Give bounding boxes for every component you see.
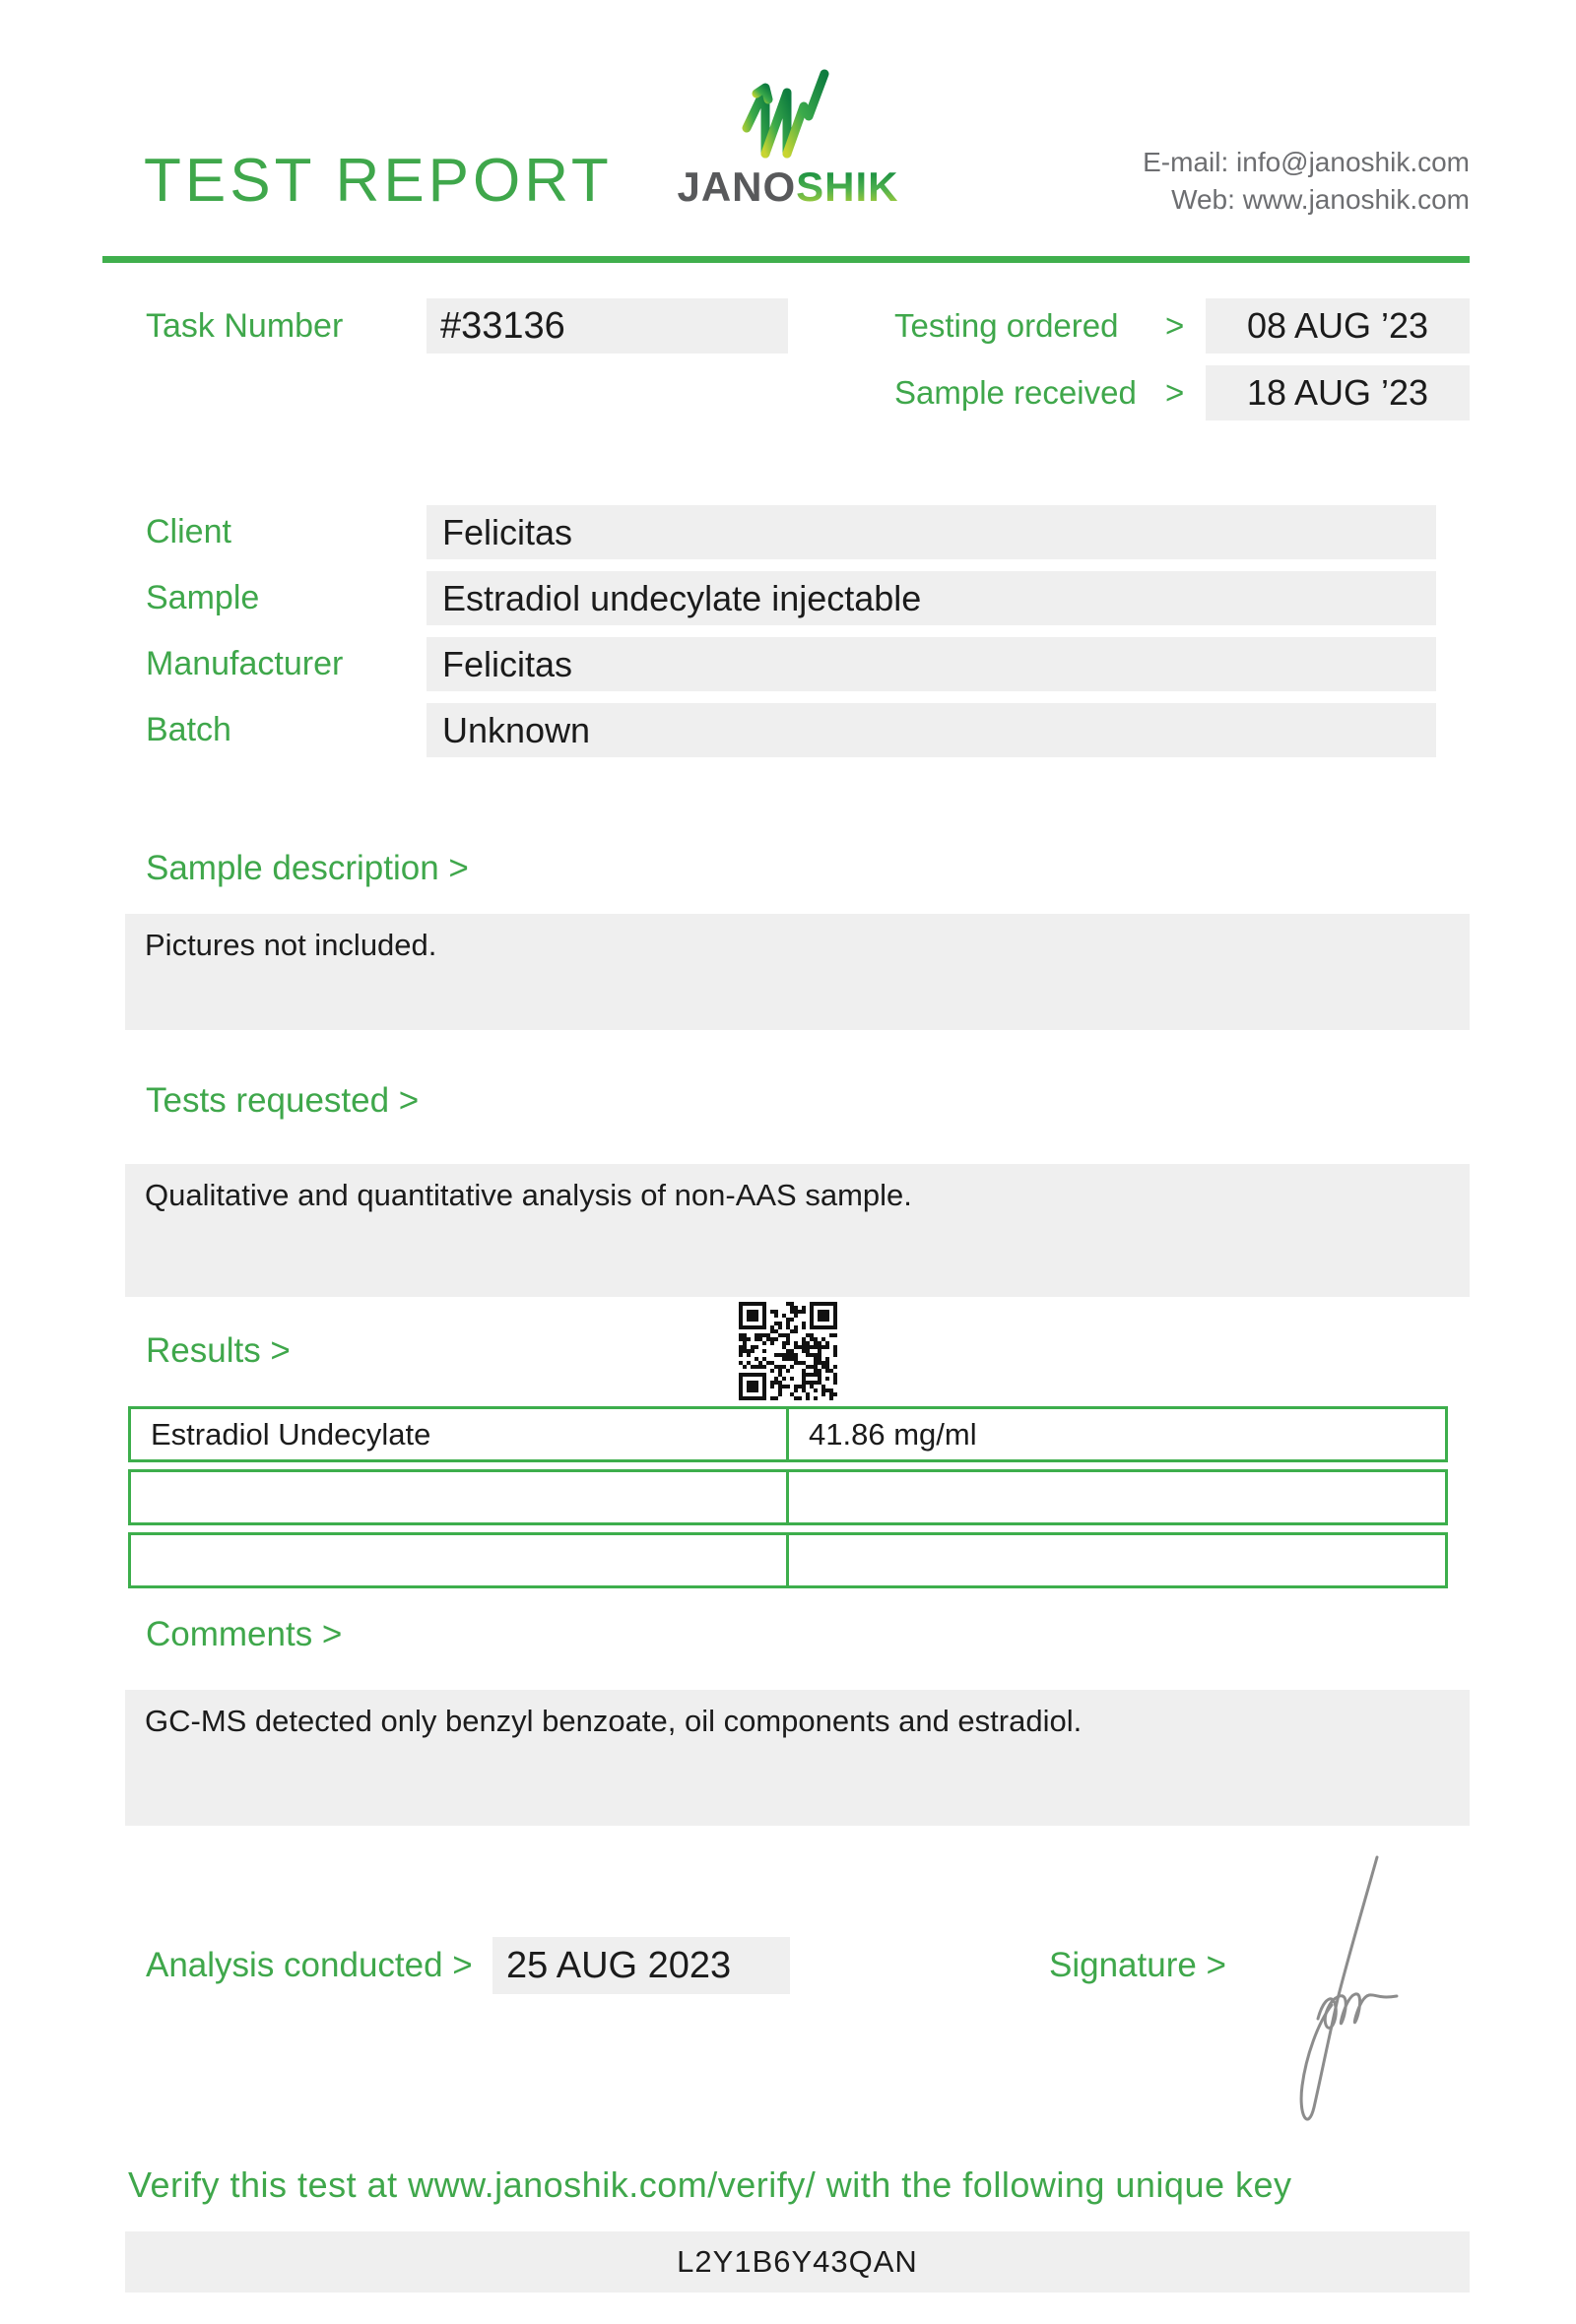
manufacturer-value: Felicitas <box>442 643 573 684</box>
logo-chart-icon <box>739 67 837 161</box>
verify-key: L2Y1B6Y43QAN <box>677 2244 918 2279</box>
analysis-conducted-label: Analysis conducted > <box>146 1946 473 1984</box>
manufacturer-box <box>427 637 1436 691</box>
tests-requested-box <box>125 1164 1470 1297</box>
sample-description-text: Pictures not included. <box>145 928 437 962</box>
manufacturer-label: Manufacturer <box>146 645 344 682</box>
table-row <box>128 1469 1448 1525</box>
comments-heading: Comments > <box>146 1615 343 1653</box>
sample-value: Estradiol undecylate injectable <box>442 577 922 618</box>
verify-key-box <box>125 2231 1470 2292</box>
contact-web: Web: www.janoshik.com <box>1171 184 1470 215</box>
logo-word-gray: JANO <box>677 163 797 210</box>
verify-instruction: Verify this test at www.janoshik.com/verify/ with the following unique key <box>128 2164 1292 2205</box>
batch-label: Batch <box>146 711 231 748</box>
testing-ordered-label: Testing ordered <box>894 307 1119 344</box>
result-cell <box>789 1472 1445 1522</box>
comments-box <box>125 1690 1470 1826</box>
contact-info <box>1143 144 1470 219</box>
table-row <box>128 1532 1448 1588</box>
header-divider <box>102 256 1470 263</box>
task-number-box <box>427 298 788 354</box>
analyte-cell <box>131 1535 789 1585</box>
result-cell: 41.86 mg/ml <box>809 1416 977 1452</box>
results-heading: Results > <box>146 1331 291 1370</box>
sample-received-arrow: > <box>1165 374 1185 411</box>
tests-requested-heading: Tests requested > <box>146 1081 420 1120</box>
sample-box <box>427 571 1436 625</box>
contact-email: E-mail: info@janoshik.com <box>1143 147 1470 177</box>
sample-description-box <box>125 914 1470 1030</box>
tests-requested-text: Qualitative and quantitative analysis of non-AAS sample. <box>145 1178 912 1212</box>
analysis-date-box <box>492 1937 790 1994</box>
sample-label: Sample <box>146 579 260 616</box>
client-box <box>427 505 1436 559</box>
analysis-date-value: 25 AUG 2023 <box>506 1944 732 1986</box>
batch-value: Unknown <box>442 709 591 750</box>
signature <box>1261 1849 1413 2145</box>
qr-code <box>739 1302 837 1400</box>
testing-ordered-box <box>1206 298 1470 354</box>
testing-ordered-value: 08 AUG ’23 <box>1246 305 1429 346</box>
sample-received-value: 18 AUG ’23 <box>1246 372 1429 413</box>
analyte-cell: Estradiol Undecylate <box>131 1409 789 1459</box>
result-cell <box>789 1535 1445 1585</box>
logo-word-green: SHIK <box>796 163 899 210</box>
testing-ordered-arrow: > <box>1165 307 1185 344</box>
comments-text: GC-MS detected only benzyl benzoate, oil components and estradiol. <box>145 1704 1083 1738</box>
qr-code-pattern <box>739 1302 837 1400</box>
client-label: Client <box>146 513 231 550</box>
client-value: Felicitas <box>442 511 573 552</box>
analyte-cell <box>131 1472 789 1522</box>
signature-label: Signature > <box>1049 1946 1226 1984</box>
results-table <box>128 1406 1448 1595</box>
sample-received-box <box>1206 365 1470 420</box>
sample-received-label: Sample received <box>894 374 1137 411</box>
table-row <box>128 1406 1448 1462</box>
task-number-label: Task Number <box>146 306 344 345</box>
page-title: TEST REPORT <box>144 147 613 215</box>
task-number-value: #33136 <box>440 304 565 347</box>
sample-description-heading: Sample description > <box>146 849 469 887</box>
logo-wordmark <box>660 163 916 211</box>
batch-box <box>427 703 1436 757</box>
